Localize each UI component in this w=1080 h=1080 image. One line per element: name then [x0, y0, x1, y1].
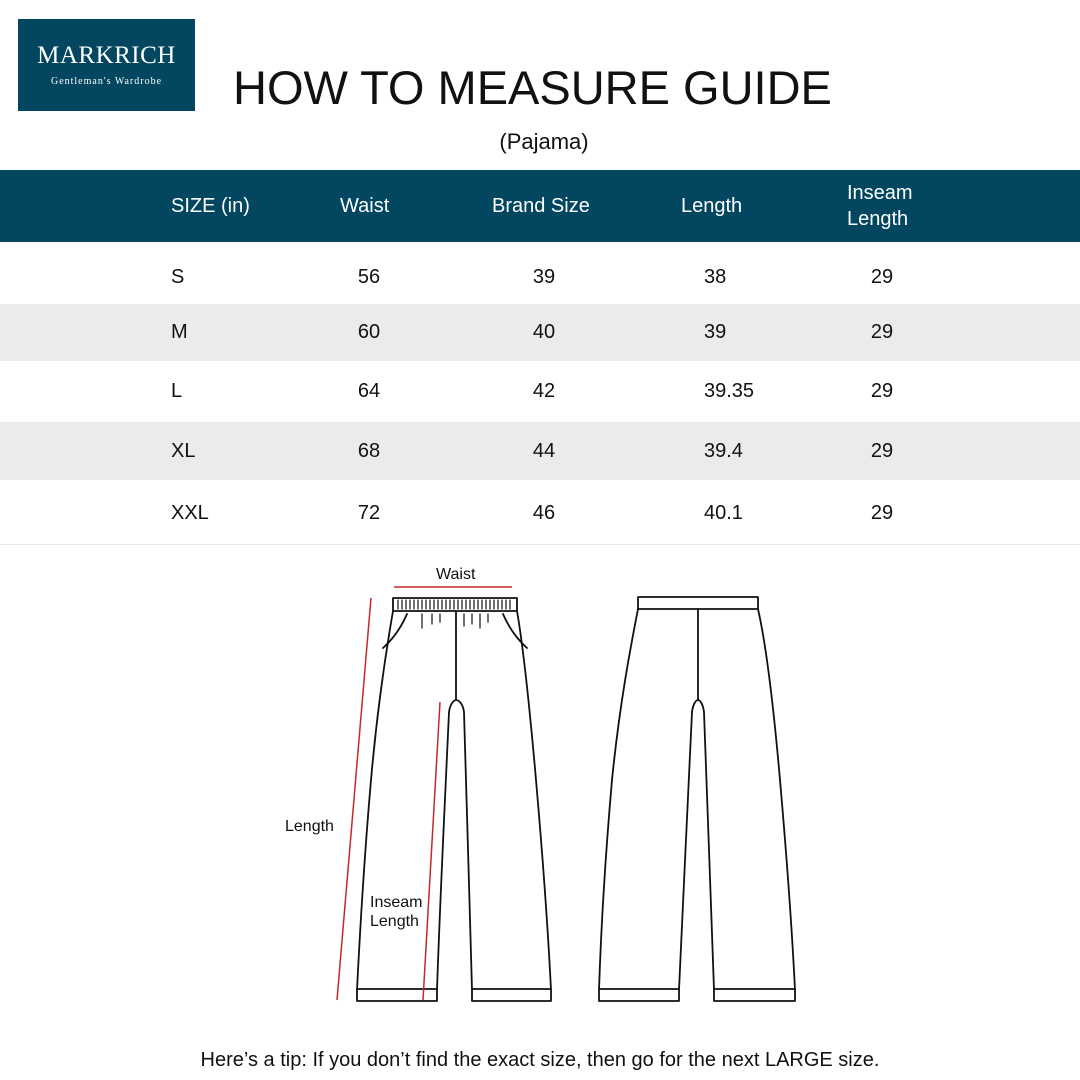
cell-size: L: [171, 380, 183, 402]
inseam-label: [370, 893, 422, 931]
cell-length: 40.1: [704, 501, 743, 524]
cell-inseam: 29: [870, 501, 894, 524]
cell-inseam: 29: [870, 265, 894, 288]
cell-waist: 60: [357, 321, 381, 343]
page-title: HOW TO MEASURE GUIDE: [233, 61, 832, 114]
page-subtitle: (Pajama): [499, 129, 589, 154]
header-brand-size: Brand Size: [492, 195, 590, 217]
measurement-lines: [337, 587, 512, 1000]
cell-length: 39: [704, 321, 727, 343]
header-length: Length: [681, 195, 743, 217]
size-tip: Here’s a tip: If you don’t find the exact size, then go for the next LARGE size.: [200, 1049, 880, 1071]
cell-waist: 64: [357, 380, 381, 402]
cell-brand-size: 44: [532, 439, 556, 462]
cell-brand-size: 40: [532, 321, 556, 343]
cell-inseam: 29: [870, 439, 894, 462]
table-row: [0, 250, 1080, 304]
cell-brand-size: 42: [532, 380, 556, 402]
cell-brand-size: 46: [532, 501, 556, 524]
header-inseam-line2: Length: [847, 208, 909, 230]
cell-size: XL: [171, 439, 196, 462]
cell-size: S: [171, 265, 185, 288]
cell-length: 39.4: [704, 439, 743, 462]
cell-inseam: 29: [870, 380, 894, 402]
table-row: [0, 422, 1080, 480]
back-pajama-illustration: [599, 597, 795, 1001]
brand-logo: [18, 19, 195, 111]
header-waist: Waist: [340, 195, 390, 217]
cell-waist: 56: [357, 265, 381, 288]
table-row: [0, 304, 1080, 361]
cell-length: 39.35: [704, 380, 755, 402]
inseam-label-line1: Inseam: [370, 894, 423, 911]
cell-length: 38: [704, 265, 727, 288]
cell-size: XXL: [171, 501, 209, 524]
inseam-label-line2: Length: [370, 913, 419, 930]
header-size: SIZE (in): [171, 195, 250, 217]
cell-brand-size: 39: [532, 265, 556, 288]
header-inseam-line1: Inseam: [847, 182, 913, 204]
cell-inseam: 29: [870, 321, 894, 343]
brand-name: MARKRICH: [37, 42, 176, 69]
table-row: [0, 361, 1080, 422]
length-measure-line: [337, 598, 371, 1000]
cell-size: M: [171, 321, 188, 343]
waist-label: Waist: [436, 566, 476, 583]
front-pajama-illustration: [357, 598, 551, 1001]
cell-waist: 72: [357, 501, 381, 524]
size-table-header: [0, 170, 1080, 242]
length-label: Length: [285, 818, 334, 835]
measure-diagram: [0, 545, 1080, 1035]
header-inseam-length: [847, 170, 913, 242]
cell-waist: 68: [357, 439, 381, 462]
brand-tagline: Gentleman's Wardrobe: [50, 76, 163, 87]
table-row: [0, 480, 1080, 546]
